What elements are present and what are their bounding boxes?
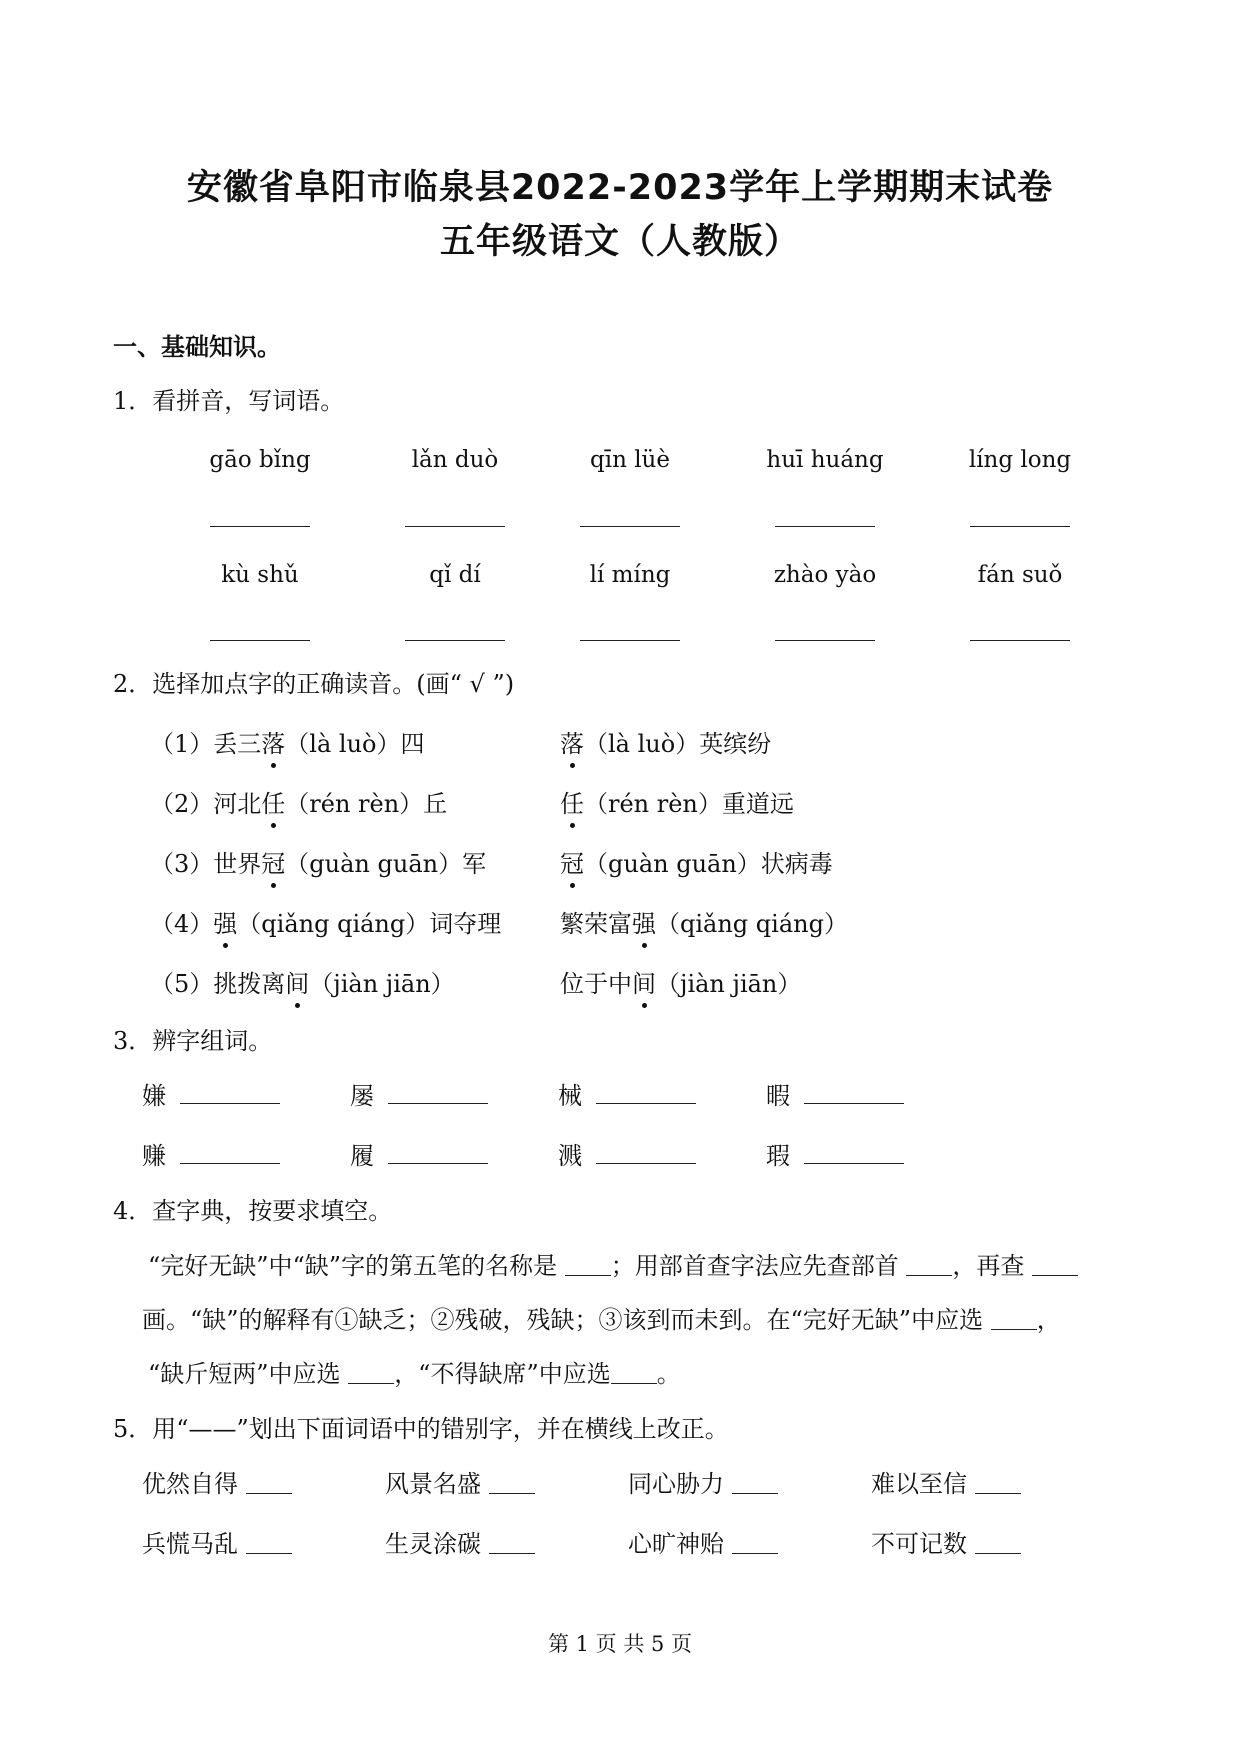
q5-stem: 5．用“——”划出下面词语中的错别字，并在横线上改正。 [113, 1415, 729, 1443]
q2-item-right: 繁荣富强（qiǎng qiáng） [560, 910, 848, 938]
pinyin: qǐ dí [429, 562, 481, 588]
answer-line[interactable] [388, 1103, 488, 1104]
q3-char: 瑕 [766, 1142, 790, 1170]
q2-stem: 2．选择加点字的正确读音。(画“ √ ”) [113, 670, 515, 698]
q5-word: 风景名盛 [385, 1469, 535, 1499]
q5-word: 不可记数 [871, 1529, 1021, 1559]
q3-char: 械 [558, 1082, 582, 1110]
dotted-char: 冠 [560, 850, 584, 878]
answer-blank[interactable] [246, 1471, 292, 1494]
answer-line[interactable] [804, 1103, 904, 1104]
q3-char: 屡 [350, 1082, 374, 1110]
answer-line[interactable] [210, 640, 310, 641]
q2-item-left: （2）河北任（rén rèn）丘 [150, 790, 448, 818]
dotted-char: 任 [560, 790, 584, 818]
q5-word: 生灵涂碳 [385, 1529, 535, 1559]
answer-line[interactable] [970, 526, 1070, 527]
exam-subtitle: 五年级语文（人教版） [439, 222, 800, 262]
q2-item-left: （3）世界冠（guàn guān）军 [150, 850, 487, 878]
answer-line[interactable] [596, 1103, 696, 1104]
answer-blank[interactable] [975, 1531, 1021, 1554]
pinyin: fán suǒ [977, 562, 1063, 588]
answer-blank[interactable] [906, 1253, 952, 1276]
answer-blank[interactable] [1032, 1253, 1078, 1276]
answer-line[interactable] [580, 526, 680, 527]
pinyin: gāo bǐng [209, 447, 311, 473]
section-heading-basics: 一、基础知识。 [113, 333, 281, 361]
answer-line[interactable] [775, 640, 875, 641]
q3-char: 嫌 [142, 1082, 166, 1110]
answer-line[interactable] [388, 1163, 488, 1164]
pinyin: kù shǔ [221, 562, 299, 588]
page-footer: 第 1 页 共 5 页 [547, 1632, 693, 1656]
answer-blank[interactable] [565, 1253, 611, 1276]
q2-item-left: （4）强（qiǎng qiáng）词夺理 [150, 910, 502, 938]
answer-line[interactable] [970, 640, 1070, 641]
dotted-char: 间 [632, 970, 656, 998]
answer-blank[interactable] [489, 1531, 535, 1554]
dotted-char: 冠 [261, 850, 286, 878]
q1-stem: 1．看拼音，写词语。 [113, 387, 345, 415]
q5-word: 心旷神贻 [628, 1529, 778, 1559]
q2-item-right: 冠（guàn guān）状病毒 [560, 850, 833, 878]
q2-item-left: （5）挑拨离间（jiàn jiān） [150, 970, 455, 998]
answer-line[interactable] [804, 1163, 904, 1164]
q2-item-right: 任（rén rèn）重道远 [560, 790, 794, 818]
answer-blank[interactable] [611, 1361, 657, 1384]
q5-word: 兵慌马乱 [142, 1529, 292, 1559]
exam-title: 安徽省阜阳市临泉县2022-2023学年上学期期末试卷 [186, 168, 1054, 208]
answer-blank[interactable] [348, 1361, 394, 1384]
answer-blank[interactable] [732, 1471, 778, 1494]
q3-char: 履 [350, 1142, 374, 1170]
answer-blank[interactable] [246, 1531, 292, 1554]
q2-item-left: （1）丢三落（là luò）四 [150, 730, 425, 758]
answer-line[interactable] [210, 526, 310, 527]
answer-blank[interactable] [732, 1531, 778, 1554]
q3-char: 赚 [142, 1142, 166, 1170]
dotted-char: 落 [261, 730, 286, 758]
q4-line-2: 画。“缺”的解释有①缺乏；②残破，残缺；③该到而未到。在“完好无缺”中应选 ， [142, 1306, 1061, 1334]
dotted-char: 强 [632, 910, 656, 938]
dotted-char: 强 [213, 910, 238, 938]
answer-line[interactable] [775, 526, 875, 527]
q3-char: 溅 [558, 1142, 582, 1170]
pinyin: lí míng [589, 562, 671, 588]
q4-line-3: “缺斤短两”中应选 ，“不得缺席”中应选 。 [148, 1360, 681, 1388]
q3-stem: 3．辨字组词。 [113, 1027, 273, 1055]
dotted-char: 任 [261, 790, 286, 818]
pinyin: lǎn duò [411, 447, 499, 473]
answer-line[interactable] [580, 640, 680, 641]
q5-word: 难以至信 [871, 1469, 1021, 1499]
answer-line[interactable] [596, 1163, 696, 1164]
dotted-char: 落 [560, 730, 584, 758]
q2-item-right: 位于中间（jiàn jiān） [560, 970, 802, 998]
answer-line[interactable] [180, 1103, 280, 1104]
pinyin: qīn lüè [590, 447, 670, 473]
answer-blank[interactable] [991, 1307, 1037, 1330]
answer-line[interactable] [405, 526, 505, 527]
q3-char: 暇 [766, 1082, 790, 1110]
q2-item-right: 落（là luò）英缤纷 [560, 730, 772, 758]
q5-word: 优然自得 [142, 1469, 292, 1499]
pinyin: líng long [968, 447, 1072, 473]
q4-stem: 4．查字典，按要求填空。 [113, 1197, 393, 1225]
answer-line[interactable] [405, 640, 505, 641]
pinyin: zhào yào [773, 562, 877, 588]
q5-word: 同心胁力 [628, 1469, 778, 1499]
answer-blank[interactable] [489, 1471, 535, 1494]
answer-blank[interactable] [975, 1471, 1021, 1494]
q4-line-1: “完好无缺”中“缺”字的第五笔的名称是 ；用部首查字法应先查部首 ，再查 [148, 1251, 1078, 1281]
pinyin: huī huáng [766, 447, 884, 473]
dotted-char: 间 [285, 970, 310, 998]
answer-line[interactable] [180, 1163, 280, 1164]
